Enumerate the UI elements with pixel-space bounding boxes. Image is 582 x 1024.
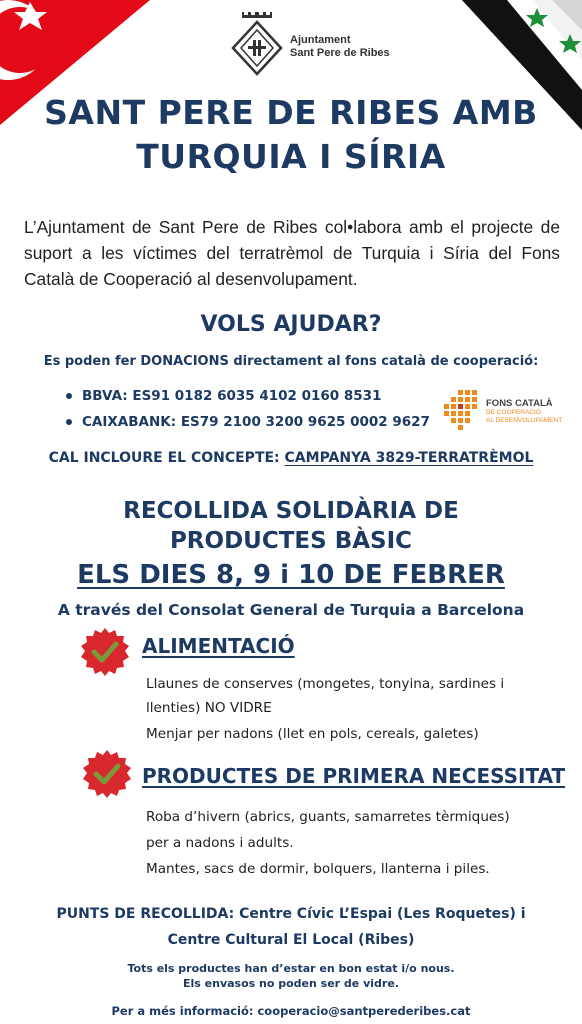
note-line-1: Tots els productes han d’estar en bon estat i/o nous. [127, 962, 455, 975]
intro-paragraph: L’Ajuntament de Sant Pere de Ribes col•labora amb el projecte de suport a les víctimes del terratrèmol de Turquia i Síria del Fons Català de Cooperació al desenvolupament. [24, 217, 560, 289]
bank-account-text: CAIXABANK: ES79 2100 3200 9625 0002 9627 [82, 414, 430, 430]
note-line-2: Els envasos no poden ser de vidre. [183, 977, 399, 990]
fons-catala-logo [438, 388, 568, 432]
collection-via: A través del Consolat General de Turquia a Barcelona [57, 601, 525, 619]
concept-value: CAMPANYA 3829-TERRATRÈMOL [284, 450, 534, 466]
logo-line-2: Sant Pere de Ribes [290, 47, 390, 59]
check-seal-icon [82, 749, 132, 799]
bank-account-bbva [66, 388, 381, 404]
fons-catala-sub-2: AL DESENVOLUPAMENT [486, 417, 563, 424]
collection-points-line-2: Centre Cultural El Local (Ribes) [167, 932, 415, 948]
donations-text: Es poden fer DONACIONS directament al fons català de cooperació: [43, 354, 539, 369]
check-seal-icon [80, 627, 130, 677]
list-item: Llaunes de conserves (mongetes, tonyina, sardines i [146, 676, 505, 692]
page-title-line-1: SANT PERE DE RIBES AMB [44, 93, 538, 132]
collection-heading-line-1: RECOLLIDA SOLIDÀRIA DE [123, 498, 459, 524]
list-item: Menjar per nadons (llet en pols, cereals, galetes) [146, 726, 479, 742]
fons-catala-dots-icon [438, 388, 482, 432]
list-item: llenties) NO VIDRE [146, 700, 272, 716]
bullet-icon [66, 393, 72, 399]
collection-heading-line-2: PRODUCTES BÀSIC [169, 528, 413, 554]
concept-line [0, 450, 582, 466]
concept-prefix: CAL INCLOURE EL CONCEPTE: [48, 450, 280, 466]
section-title-food: ALIMENTACIÓ [142, 634, 295, 658]
fons-catala-name: FONS CATALÀ [486, 398, 553, 409]
help-heading: VOLS AJUDAR? [200, 312, 382, 337]
ajuntament-logo-text [290, 34, 390, 60]
collection-dates: ELS DIES 8, 9 i 10 DE FEBRER [77, 560, 505, 590]
bullet-icon [66, 419, 72, 425]
list-item: per a nadons i adults. [146, 835, 294, 851]
contact-info: Per a més informació: cooperacio@santperederibes.cat [111, 1004, 471, 1018]
logo-line-1: Ajuntament [290, 34, 351, 46]
collection-points-line-1: PUNTS DE RECOLLIDA: Centre Cívic L’Espai (Les Roquetes) i [56, 906, 526, 922]
fons-catala-sub-1: DE COOPERACIÓ [486, 409, 541, 416]
section-title-essentials: PRODUCTES DE PRIMERA NECESSITAT [142, 764, 566, 788]
list-item: Mantes, sacs de dormir, bolquers, llanterna i piles. [146, 861, 490, 877]
bank-account-caixabank [66, 414, 430, 430]
list-item: Roba d’hivern (abrics, guants, samarretes tèrmiques) [146, 809, 510, 825]
page-title-line-2: TURQUIA I SÍRIA [136, 137, 446, 176]
bank-account-text: BBVA: ES91 0182 6035 4102 0160 8531 [82, 388, 382, 404]
